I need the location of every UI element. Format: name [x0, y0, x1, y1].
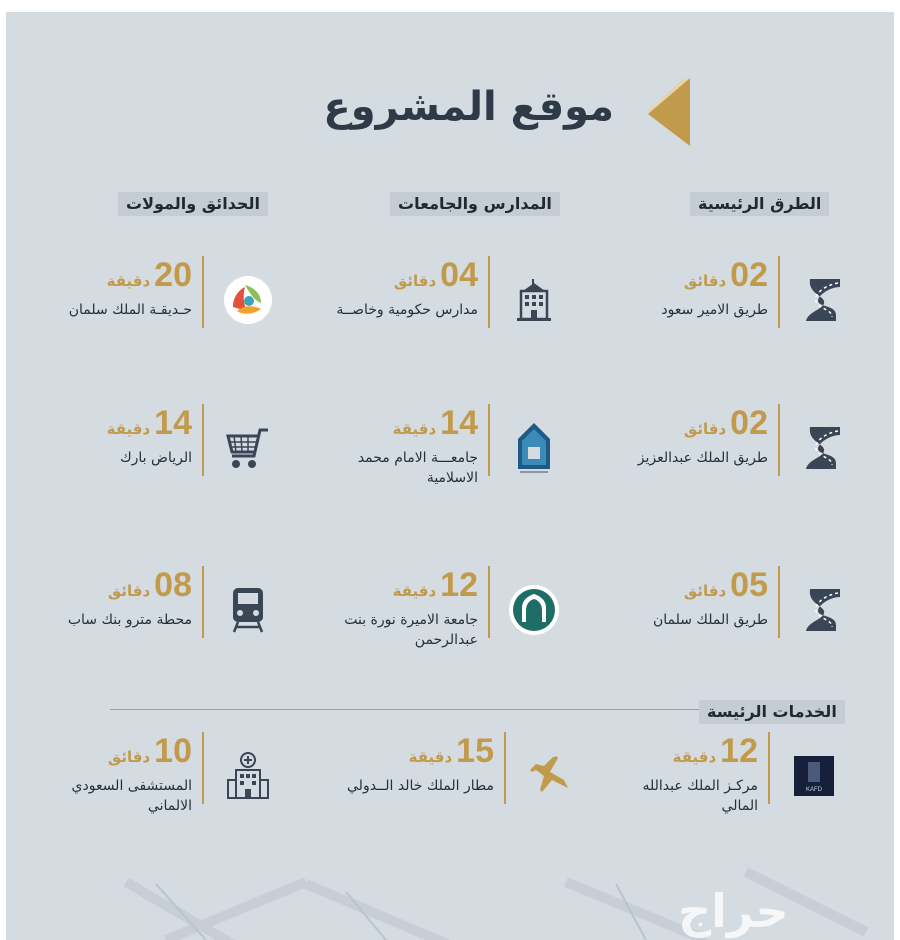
column-header-schools: المدارس والجامعات — [390, 192, 560, 216]
travel-time — [684, 566, 768, 605]
travel-time — [393, 404, 478, 443]
minutes-unit: دقيقة — [106, 272, 151, 290]
minutes-unit: دقائق — [683, 272, 727, 290]
place-name: المستشفى السعودي الالماني — [71, 778, 192, 814]
entry-separator — [778, 404, 780, 476]
minutes-unit: دقيقة — [672, 748, 717, 766]
airplane-icon — [522, 748, 578, 804]
park-entry — [6, 566, 276, 656]
park-entry — [6, 404, 276, 494]
entry-separator — [488, 404, 490, 476]
minutes-unit: دقيقة — [106, 420, 151, 438]
road-icon — [796, 272, 852, 328]
entry-separator — [778, 256, 780, 328]
hospital-icon — [220, 748, 276, 804]
column-header-parks: الحدائق والمولات — [118, 192, 268, 216]
watermark: حراج — [678, 884, 789, 938]
minutes-unit: دقيقة — [408, 748, 453, 766]
minutes-unit: دقائق — [107, 582, 151, 600]
school-entry — [292, 404, 562, 494]
place-name: محطة مترو بنك ساب — [67, 612, 192, 628]
kafd-logo-text: KAFD — [805, 787, 823, 793]
travel-time — [108, 732, 192, 771]
minutes-value: 15 — [456, 732, 494, 770]
travel-time — [107, 256, 192, 295]
nourah-university-logo — [506, 582, 562, 638]
place-name: طريق الملك عبدالعزيز — [637, 450, 768, 466]
kafd-logo — [786, 748, 842, 804]
place-name: مدارس حكومية وخاصــة — [336, 302, 478, 318]
road-icon — [796, 582, 852, 638]
place-name: جامعـــة الامام محمد الاسلامية — [357, 450, 478, 486]
minutes-unit: دقائق — [393, 272, 437, 290]
entry-separator — [202, 732, 204, 804]
minutes-unit: دقيقة — [392, 582, 437, 600]
travel-time — [673, 732, 758, 771]
infographic-card — [6, 12, 894, 940]
travel-time — [393, 566, 478, 605]
travel-time — [394, 256, 478, 295]
place-name: الرياض بارك — [120, 450, 192, 466]
minutes-value: 14 — [154, 404, 192, 442]
road-entry — [582, 566, 852, 656]
imam-university-logo — [506, 420, 562, 476]
place-name: طريق الامير سعود — [661, 302, 768, 318]
metro-train-icon — [220, 582, 276, 638]
road-entry — [582, 256, 852, 346]
minutes-unit: دقيقة — [392, 420, 437, 438]
minutes-unit: دقائق — [683, 582, 727, 600]
entry-separator — [202, 404, 204, 476]
park-entry — [6, 256, 276, 346]
school-building-icon — [506, 272, 562, 328]
minutes-value: 02 — [730, 256, 768, 294]
minutes-value: 14 — [440, 404, 478, 442]
minutes-unit: دقائق — [107, 748, 151, 766]
road-entry — [582, 404, 852, 494]
place-name: مركـز الملك عبدالله المالي — [642, 778, 758, 814]
minutes-value: 12 — [440, 566, 478, 604]
entry-separator — [202, 256, 204, 328]
travel-time — [684, 404, 768, 443]
entry-separator — [488, 566, 490, 638]
minutes-value: 05 — [730, 566, 768, 604]
school-entry — [292, 256, 562, 346]
entry-separator — [202, 566, 204, 638]
services-divider — [110, 709, 700, 710]
minutes-value: 04 — [440, 256, 478, 294]
travel-time — [108, 566, 192, 605]
travel-time — [684, 256, 768, 295]
road-icon — [796, 420, 852, 476]
page-title: موقع المشروع — [323, 84, 614, 130]
service-entry — [308, 732, 578, 822]
minutes-unit: دقائق — [683, 420, 727, 438]
service-entry — [572, 732, 842, 822]
services-header: الخدمات الرئيسة — [699, 700, 845, 724]
place-name: حـديقـة الملك سلمان — [68, 302, 192, 318]
shopping-cart-icon — [220, 420, 276, 476]
school-entry — [292, 566, 562, 656]
entry-separator — [778, 566, 780, 638]
minutes-value: 02 — [730, 404, 768, 442]
place-name: طريق الملك سلمان — [652, 612, 768, 628]
travel-time — [107, 404, 192, 443]
entry-separator — [488, 256, 490, 328]
service-entry — [6, 732, 276, 822]
entry-separator — [504, 732, 506, 804]
title-arrow-icon — [646, 76, 696, 148]
minutes-value: 20 — [154, 256, 192, 294]
minutes-value: 08 — [154, 566, 192, 604]
column-header-roads: الطرق الرئيسية — [690, 192, 829, 216]
minutes-value: 12 — [720, 732, 758, 770]
travel-time — [409, 732, 494, 771]
entry-separator — [768, 732, 770, 804]
minutes-value: 10 — [154, 732, 192, 770]
place-name: مطار الملك خالد الــدولي — [347, 778, 494, 794]
place-name: جامعة الاميرة نورة بنت عبدالرحمن — [344, 612, 478, 648]
king-salman-park-logo — [220, 272, 276, 328]
